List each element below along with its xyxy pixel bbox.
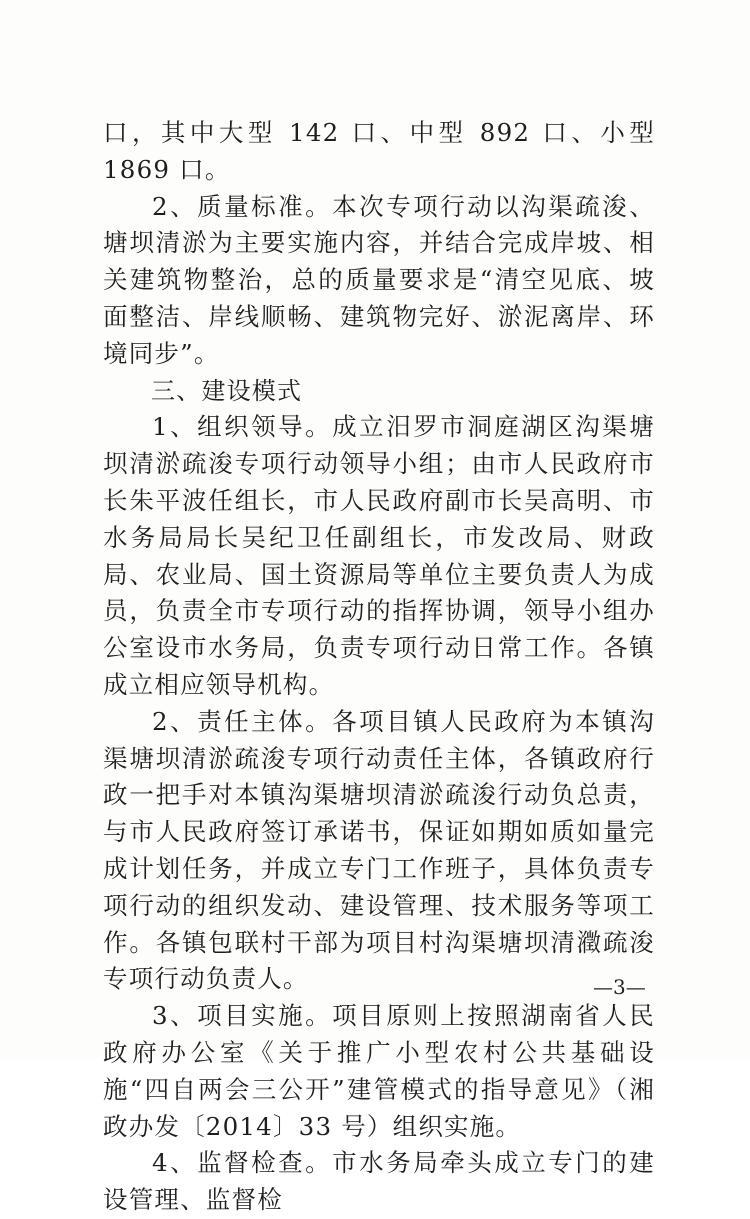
continuation-paragraph: 口，其中大型 142 口、中型 892 口、小型 1869 口。 [103, 118, 655, 184]
responsibility-paragraph: 2、责任主体。各项目镇人民政府为本镇沟渠塘坝清淤疏浚专项行动责任主体，各镇政府行政一把手对本镇沟渠塘坝清淤疏浚行动负总责，与市人民政府签订承诺书，保证如期如质如量完成计划任务，并成立专门工作班子，具体负责专项行动的组织发动、建设管理、技术服务等项工作。各镇包联村干部为项目村沟渠塘坝清瀓疏浚专项行动负责人。 [103, 706, 655, 994]
project-implementation-paragraph: 3、项目实施。项目原则上按照湖南省人民政府办公室《关于推广小型农村公共基础设施“四自两会三公开”建管模式的指导意见》（湘政办发〔2014〕33 号）组织实施。 [103, 1001, 655, 1141]
quality-standard-paragraph: 2、质量标准。本次专项行动以沟渠疏浚、塘坝清淤为主要实施内容，并结合完成岸坡、相关建筑物整治，总的质量要求是“清空见底、坡面整洁、岸线顺畅、建筑物完好、淤泥离岸、环境同步”。 [103, 191, 655, 368]
organization-leadership-paragraph: 1、组织领导。成立汨罗市洞庭湖区沟渠塘坝清淤疏浚专项行动领导小组；由市人民政府市长朱平波任组长，市人民政府副市长吴高明、市水务局局长吴纪卫任副组长，市发改局、财政局、农业局、国土资源局等单位主要负责人为成员，负责全市专项行动的指挥协调，领导小组办公室设市水务局，负责专项行动日常工作。各镇成立相应领导机构。 [103, 412, 655, 699]
document-body [103, 115, 655, 1219]
page-number: —3— [593, 975, 646, 999]
supervision-paragraph: 4、监督检查。市水务局牵头成立专门的建设管理、监督检 [103, 1148, 655, 1215]
section-heading: 三、建设模式 [151, 376, 303, 405]
